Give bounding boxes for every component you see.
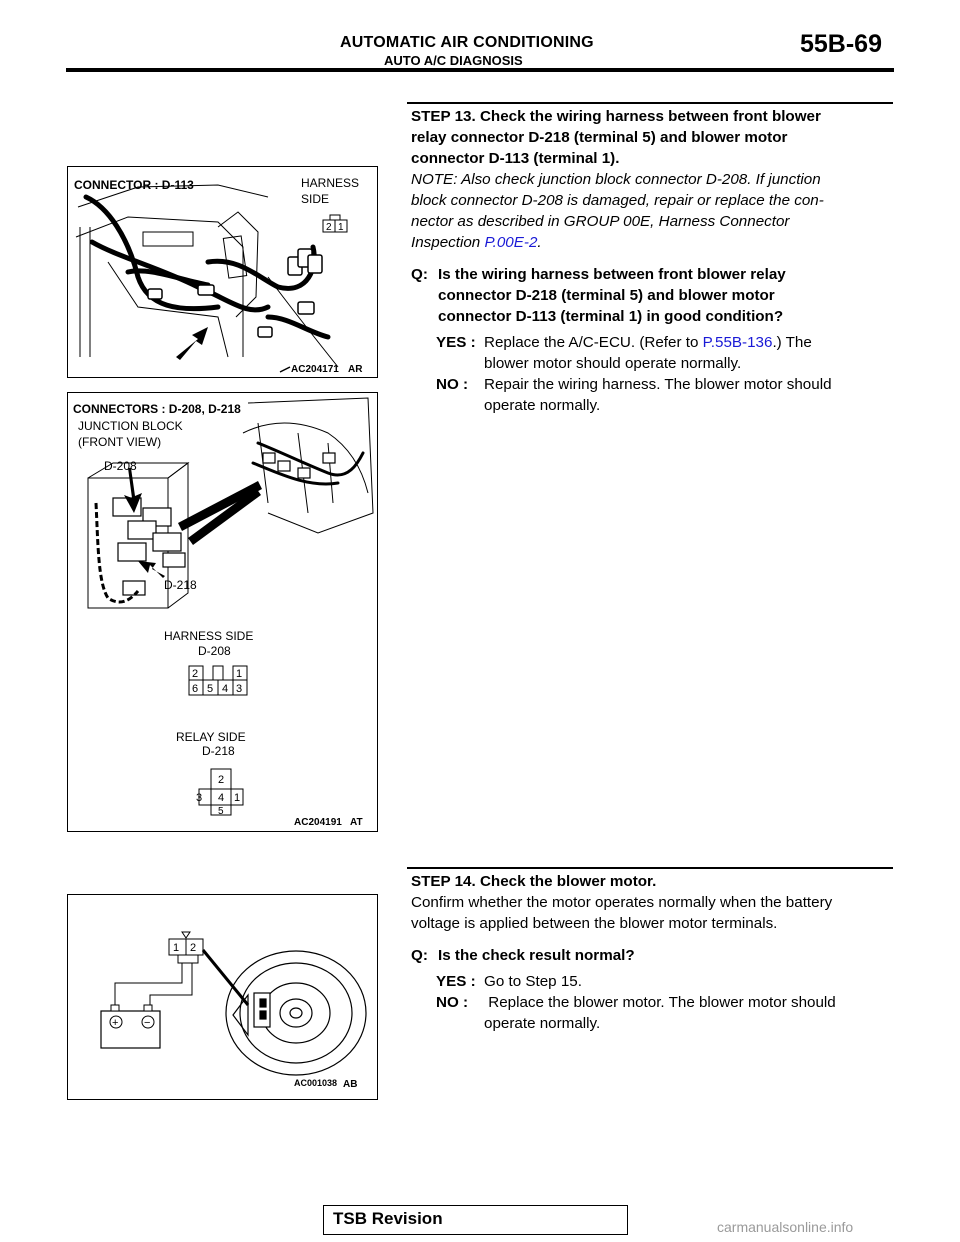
fig3-blower-motor	[226, 951, 366, 1075]
watermark: carmanualsonline.info	[717, 1219, 854, 1235]
fig3-plus-terminal: +	[112, 1017, 119, 1029]
fig2-d208-pin-3: 3	[236, 683, 243, 695]
fig1-connector-face	[323, 215, 347, 233]
fig3-minus-terminal: −	[144, 1017, 151, 1029]
fig2-d208-connector-face	[189, 666, 247, 695]
fig3-code-suffix: AB	[343, 1079, 358, 1090]
question-line3: connector D-113 (terminal 1) in good condition?	[438, 308, 784, 325]
fig2-d218-callout: D-218	[164, 578, 197, 592]
fig2-d208-pin-4: 4	[222, 683, 229, 695]
fig2-jb-label-line2: (FRONT VIEW)	[78, 435, 162, 449]
yes-label: YES :	[436, 334, 476, 351]
figure-blower-motor-check	[67, 894, 378, 1100]
fig2-d218-pin-4: 4	[218, 792, 225, 804]
section-subtitle: AUTO A/C DIAGNOSIS	[384, 53, 523, 68]
fig2-d208-pin-2: 2	[192, 668, 199, 680]
fig3-pin-1: 1	[173, 942, 180, 954]
note-prefix: Inspection	[411, 234, 485, 251]
fig2-code-suffix: AT	[350, 817, 363, 828]
fig3-code: AC001038	[294, 1078, 338, 1088]
fig3-battery	[101, 1005, 160, 1048]
question-label: Q:	[411, 947, 428, 964]
step13-question	[411, 264, 893, 327]
fig2-d208-pin-1: 1	[236, 668, 243, 680]
page-number: 55B-69	[800, 30, 882, 58]
fig1-pin-1: 1	[338, 222, 344, 233]
fig2-d208-callout: D-208	[104, 459, 137, 473]
fig2-d218-pin-2: 2	[218, 774, 225, 786]
no-text-line2: operate normally.	[484, 1015, 601, 1032]
fig2-d218-pin-3: 3	[196, 792, 203, 804]
step13-title-line3: connector D-113 (terminal 1).	[411, 150, 620, 167]
fig2-d218-pin-5: 5	[218, 806, 224, 817]
fig2-harness-side-connector: D-208	[198, 644, 231, 658]
fig1-harness-label-line2: SIDE	[301, 192, 330, 206]
fig2-d208-pin-5: 5	[207, 683, 214, 695]
step13-no-answer	[411, 374, 893, 416]
no-label: NO :	[436, 376, 469, 393]
step13-rule	[407, 102, 893, 104]
fig2-relay-side-label: RELAY SIDE	[176, 730, 246, 744]
fig2-connectors-label: CONNECTORS : D-208, D-218	[73, 402, 241, 416]
note-suffix: .	[537, 234, 542, 251]
yes-text-suffix: .) The	[772, 334, 812, 351]
fig2-d218-connector-face	[196, 769, 243, 817]
section-title: AUTOMATIC AIR CONDITIONING	[340, 34, 594, 51]
step13-note-line3: nector as described in GROUP 00E, Harness Connector	[411, 213, 790, 230]
fig2-harness-side-label: HARNESS SIDE	[164, 629, 254, 643]
link-p00e-2[interactable]: P.00E-2	[484, 234, 538, 251]
fig2-relay-side-connector: D-218	[202, 744, 235, 758]
header-rule	[66, 68, 894, 72]
fig1-code-suffix: AR	[348, 364, 363, 375]
step14-yes-answer	[411, 971, 893, 992]
step14-title: STEP 14. Check the blower motor.	[411, 873, 657, 890]
no-text-line1: Replace the blower motor. The blower motor should	[484, 994, 836, 1011]
step13-title-line2: relay connector D-218 (terminal 5) and blower motor	[411, 129, 788, 146]
figure-connectors-d208-d218	[67, 392, 378, 832]
step13-yes-answer	[411, 332, 893, 374]
fig1-code: AC204171	[291, 364, 339, 375]
yes-text-line2: blower motor should operate normally.	[484, 355, 742, 372]
fig2-d218-pin-1: 1	[234, 792, 241, 804]
fig2-d208-pin-6: 6	[192, 683, 199, 695]
step14-text	[411, 871, 893, 1034]
step14-no-answer	[411, 992, 893, 1034]
step14-rule	[407, 867, 893, 869]
question-label: Q:	[411, 266, 428, 283]
fig1-connector-label: CONNECTOR : D-113	[74, 178, 194, 192]
fig2-jb-label-line1: JUNCTION BLOCK	[78, 419, 183, 433]
yes-text-prefix: Replace the A/C-ECU. (Refer to	[484, 334, 703, 351]
step13-note-line2: block connector D-208 is damaged, repair or replace the con-	[411, 192, 824, 209]
yes-text: Go to Step 15.	[484, 973, 582, 990]
step14-question	[411, 945, 893, 966]
yes-label: YES :	[436, 973, 476, 990]
figure-connector-d113	[67, 166, 378, 378]
no-label: NO :	[436, 994, 469, 1011]
question-text: Is the check result normal?	[438, 947, 635, 964]
step14-body-line2: voltage is applied between the blower motor terminals.	[411, 915, 778, 932]
step13-text	[411, 106, 893, 416]
no-text-line1: Repair the wiring harness. The blower motor should	[484, 376, 832, 393]
step13-title-line1: STEP 13. Check the wiring harness between front blower	[411, 108, 821, 125]
fig1-harness-label-line1: HARNESS	[301, 176, 360, 190]
step14-body-line1: Confirm whether the motor operates normally when the battery	[411, 894, 833, 911]
question-line1: Is the wiring harness between front blower relay	[438, 266, 786, 283]
question-line2: connector D-218 (terminal 5) and blower motor	[438, 287, 775, 304]
fig3-test-connector	[169, 932, 203, 963]
link-p55b-136[interactable]: P.55B-136	[702, 334, 773, 351]
no-text-line2: operate normally.	[484, 397, 601, 414]
fig3-pin-2: 2	[190, 942, 197, 954]
footer-tsb-revision: TSB Revision	[333, 1209, 443, 1228]
step13-note-line4	[411, 232, 893, 253]
fig2-code: AC204191	[294, 817, 342, 828]
fig1-pin-2: 2	[326, 222, 332, 233]
step13-note-line1: NOTE: Also check junction block connector D-208. If junction	[411, 171, 821, 188]
